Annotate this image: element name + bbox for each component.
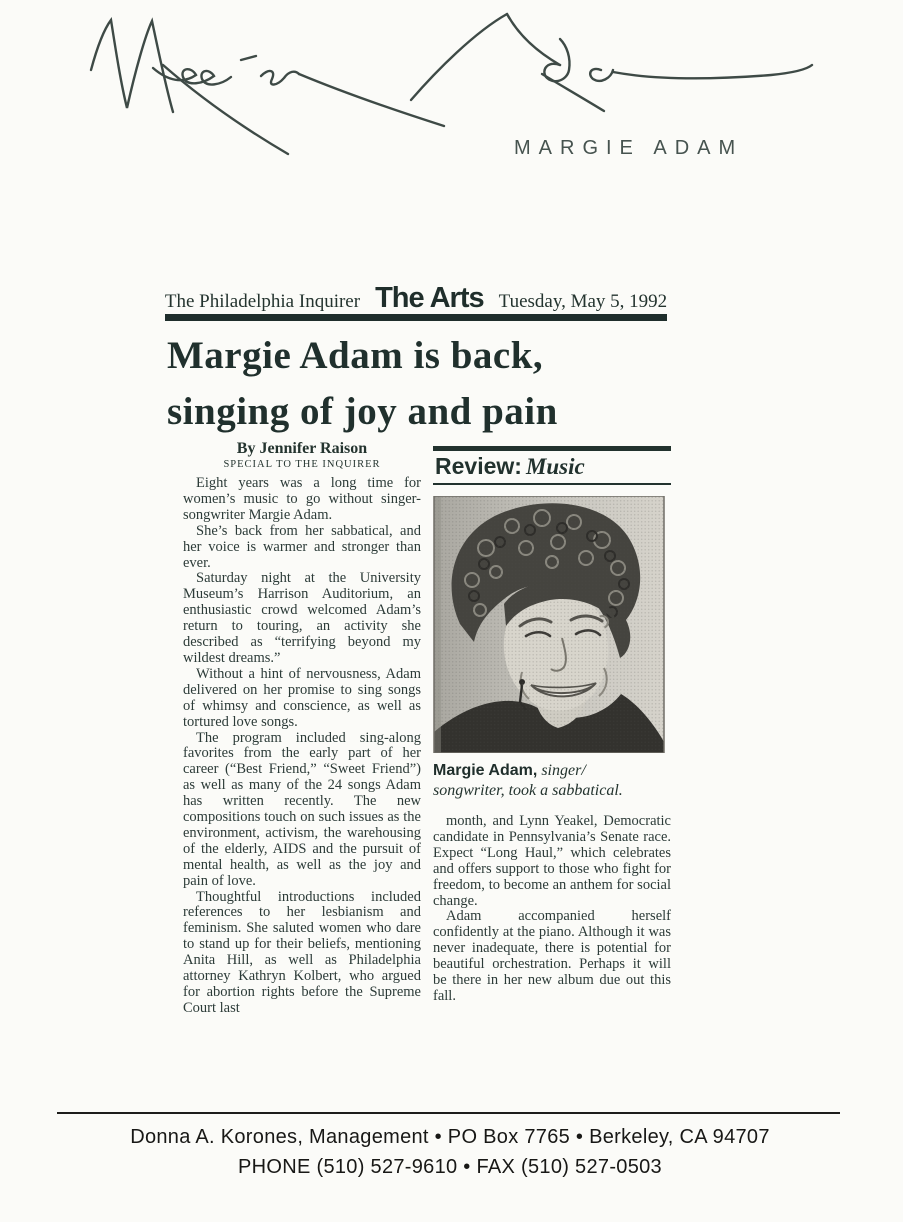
masthead-rule [165,314,667,321]
photo-caption-text: singer/ songwriter, took a sabbatical. [433,762,623,799]
byline-author: By Jennifer Raison [236,440,368,457]
article-paragraph: She’s back from her sabbatical, and her voice is warmer and stronger than ever. [183,522,421,571]
headline-line-2: singing of joy and pain [167,390,558,433]
byline-block [183,440,421,471]
footer-management-line: Donna A. Korones, Management • PO Box 7765 • Berkeley, CA 94707 [130,1126,770,1148]
article-paragraph: The program included sing-along favorites from the early part of her career (“Best Friend,” “Sweet Friend”) as well as many of the 24 songs Adam has written recently. The new compositions touch on such issues as the environment, activism, the warehousing of the elderly, AIDS and the pursuit of mental health, as well as the joy and pain of love. [183,729,421,889]
masthead-section-name: The Arts [375,282,484,314]
article-column-left [183,440,421,1017]
article-headline [167,328,677,440]
masthead-date: Tuesday, May 5, 1992 [498,291,668,312]
letterhead-name: MARGIE ADAM [514,137,744,159]
byline-credit: SPECIAL TO THE INQUIRER [223,459,381,470]
headline-line-1: Margie Adam is back, [167,334,544,377]
article-paragraph: Thoughtful introductions included references to her lesbianism and feminism. She saluted women who dare to stand up for their beliefs, mentioning Anita Hill, as well as Philadelphia attorney Kathryn Kolbert, who argued for abortion rights before the Supreme Court last [183,888,421,1016]
footer-phone-fax-line: PHONE (510) 527-9610 • FAX (510) 527-0503 [238,1156,662,1178]
footer-contact-block [60,1122,840,1182]
photo-caption [433,761,638,801]
article-paragraph: Adam accompanied herself confidently at the piano. Although it was never inadequate, there is potential for beautiful orchestration. Perhaps it will be there in her new album due out this fall. [433,908,671,1004]
review-label: Review: [435,453,522,479]
review-box [433,451,671,483]
review-topic: Music [525,454,585,479]
masthead-paper-name: The Philadelphia Inquirer [164,291,361,312]
photo-caption-name: Margie Adam, [433,762,538,779]
article-paragraph: Eight years was a long time for women’s music to go without singer-songwriter Margie Adam. [183,475,421,523]
article-paragraph: month, and Lynn Yeakel, Democratic candidate in Pennsylvania’s Senate race. Expect “Long Haul,” which celebrates and offers support to those who fight for freedom, to become an anthem for social change. [433,813,671,909]
article-paragraph: Saturday night at the University Museum’s Harrison Auditorium, an enthusiastic crowd welcomed Adam’s return to touring, an activity she described as “terrifying beyond my wildest dreams.” [183,570,421,666]
masthead [165,282,667,315]
article-paragraph: Without a hint of nervousness, Adam delivered on her promise to sing songs of whimsy and conscience, as well as tortured love songs. [183,665,421,730]
portrait-photo [433,496,665,753]
footer-rule [57,1112,840,1114]
article-column-right [433,446,671,1005]
review-box-rule-bottom [433,483,671,485]
